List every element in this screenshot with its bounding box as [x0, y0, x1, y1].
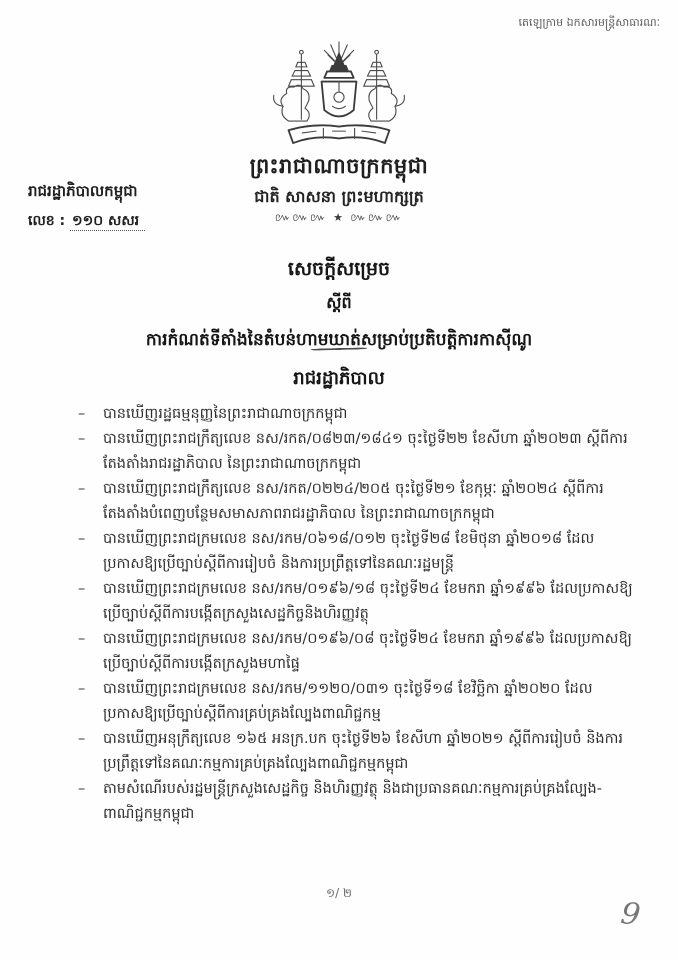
doc-subject-title: ការកំណត់ទីតាំងនៃតំបន់ហាមឃាត់សម្រាប់ប្រតិបត្តិការកាស៊ីណូ: [145, 330, 533, 350]
list-item-marker: –: [78, 731, 86, 747]
list-item-text: បានឃើញព្រះរាជក្រមលេខ នស/រកម/០៦១៨/០១២ ចុះថ្ងៃទី២៨ ខែមិថុនា ឆ្នាំ២០១៨ ដែលប្រកាសឱ្យប្រើច្បាប់ស្តីពីការរៀបចំ និងការប្រព្រឹត្តទៅនៃគណៈរដ្ឋមន្ត្រី: [103, 531, 595, 572]
reference-block: [28, 182, 248, 232]
list-item: [76, 727, 642, 777]
kingdom-title: ព្រះរាជាណាចក្រកម្ពុជា: [249, 154, 429, 178]
list-item: [76, 777, 642, 827]
list-item-text: បានឃើញអនុក្រឹត្យលេខ ១៦៥ អនក្រ.បក ចុះថ្ងៃទី២៦ ខែសីហា ឆ្នាំ២០២១ ស្តីពីការរៀបចំ និងការប្រព្រឹត្តទៅនៃគណៈកម្មការគ្រប់គ្រងល្បែងពាណិជ្ជកម្មកម្ពុជា: [103, 731, 624, 772]
document-title-block: [30, 257, 648, 353]
handwritten-mark: 9: [618, 895, 643, 934]
list-item: [76, 527, 642, 577]
list-item-text: បានឃើញព្រះរាជក្រមលេខ នស/រកម/០១៩៦/១៨ ចុះថ្ងៃទី២៤ ខែមករា ឆ្នាំ១៩៩៦ ដែលប្រកាសឱ្យប្រើច្បាប់ស្តីពីការបង្កើតក្រសួងសេដ្ឋកិច្ចនិងហិរញ្ញវត្ថុ: [103, 581, 633, 622]
list-item-text: បានឃើញព្រះរាជក្រឹត្យលេខ នស/រកត/០២២៤/២០៥ ចុះថ្ងៃទី២១ ខែកុម្ភៈ ឆ្នាំ២០២៤ ស្តីពីការតែងតាំងបំពេញបន្ថែមសមាសភាពរាជរដ្ឋាភិបាល នៃព្រះរាជាណាចក្រកម្ពុជា: [103, 481, 604, 522]
telegram-channel-watermark: តេឡេក្រាម ឯកសារមន្ត្រីសាធារណៈ: [518, 16, 660, 29]
issuer-title: រាជរដ្ឋាភិបាលកម្ពុជា: [28, 182, 138, 200]
list-item-marker: –: [78, 406, 86, 422]
list-item-marker: –: [78, 781, 86, 797]
list-item: [76, 427, 642, 477]
list-item-text: បានឃើញរដ្ឋធម្មនុញ្ញនៃព្រះរាជាណាចក្រកម្ពុជា: [103, 406, 348, 422]
reference-number-label: លេខ :: [28, 213, 66, 229]
decision-basis-list: [76, 402, 642, 827]
doc-type-title: សេចក្តីសម្រេច: [287, 258, 391, 280]
list-item: [76, 677, 642, 727]
page-number: ១/ ២: [325, 886, 353, 900]
reference-number-line: [28, 211, 248, 232]
list-item-marker: –: [78, 531, 86, 547]
list-item: [76, 402, 642, 427]
list-item-marker: –: [78, 481, 86, 497]
list-item-text: បានឃើញព្រះរាជក្រមលេខ នស/រកម/១១២០/០៣១ ចុះថ្ងៃទី១៨ ខែវិច្ឆិកា ឆ្នាំ២០២០ ដែលប្រកាសឱ្យប្រើច្បាប់ស្តីពីការគ្រប់គ្រងល្បែងពាណិជ្ជកម្ម: [103, 681, 593, 722]
list-item-marker: –: [78, 681, 86, 697]
reference-number-value: ១១០ សសរ: [70, 213, 145, 231]
list-item: [76, 477, 642, 527]
list-item-marker: –: [78, 581, 86, 597]
doc-subject-preposition: ស្តីពី: [326, 293, 352, 312]
list-item: [76, 627, 642, 677]
header-flourish: ៚៚៚ ★ ៚៚៚: [274, 211, 404, 224]
list-item-text: តាមសំណើរបស់រដ្ឋមន្ត្រីក្រសួងសេដ្ឋកិច្ច និងហិរញ្ញវត្ថុ និងជាប្រធានគណៈកម្មការគ្រប់គ្រងល្បែង-ពាណិជ្ជកម្មកម្ពុជា: [103, 781, 602, 822]
section-heading: រាជរដ្ឋាភិបាល: [293, 368, 385, 389]
list-item-marker: –: [78, 631, 86, 647]
list-item-text: បានឃើញព្រះរាជក្រមលេខ នស/រកម/០១៩៦/០៨ ចុះថ្ងៃទី២៤ ខែមករា ឆ្នាំ១៩៩៦ ដែលប្រកាសឱ្យប្រើច្បាប់ស្តីពីការបង្កើតក្រសួងមហាផ្ទៃ: [103, 631, 632, 672]
list-item-text: បានឃើញព្រះរាជក្រឹត្យលេខ នស/រកត/០៨២៣/១៨៤១ ចុះថ្ងៃទី២២ ខែសីហា ឆ្នាំ២០២៣ ស្តីពីការតែងតាំងរាជរដ្ឋាភិបាល នៃព្រះរាជាណាចក្រកម្ពុជា: [103, 431, 628, 472]
national-motto: ជាតិ សាសនា ព្រះមហាក្សត្រ: [254, 187, 424, 206]
royal-arms-of-cambodia-icon: [261, 40, 417, 158]
emblem-container: [0, 40, 678, 162]
list-item-marker: –: [78, 431, 86, 447]
list-item: [76, 577, 642, 627]
